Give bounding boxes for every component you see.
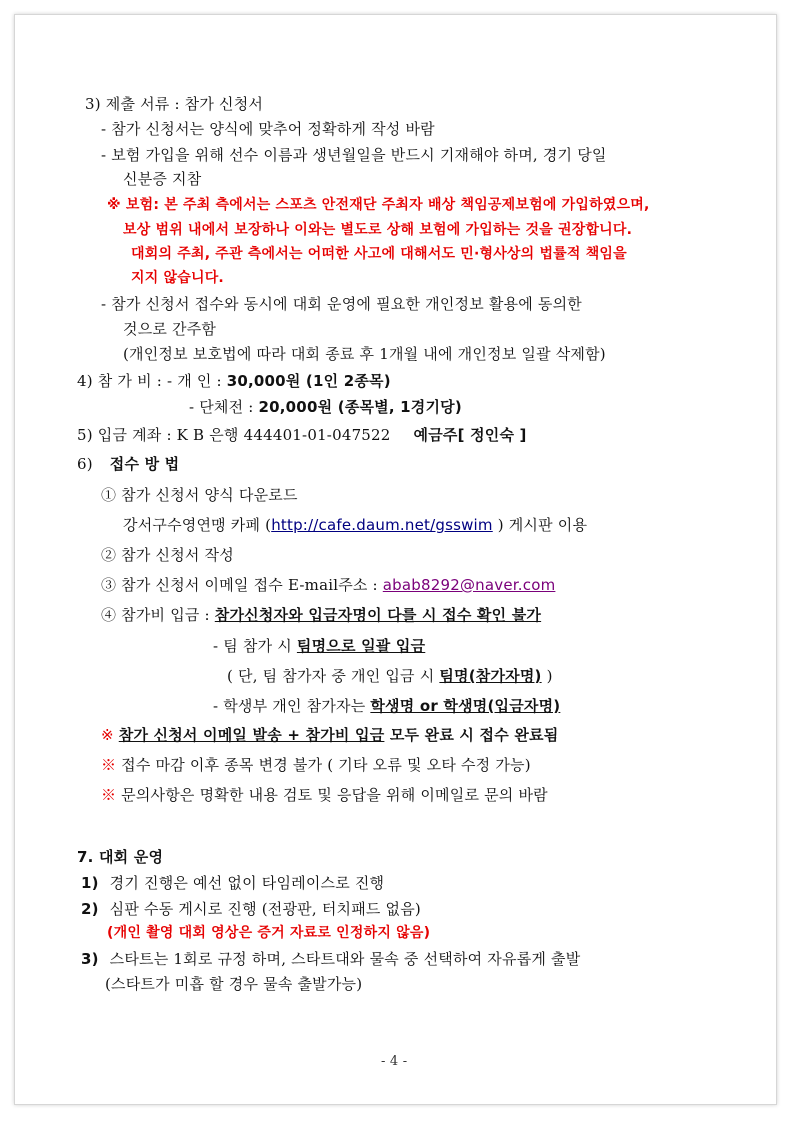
note-3 — [101, 786, 548, 804]
rule-3-note: (스타트가 미흡 할 경우 물속 출발가능) — [105, 975, 363, 993]
section-3-bullet-3: - 참가 신청서 접수와 동시에 대회 운영에 필요한 개인정보 활용에 동의한 — [101, 295, 582, 313]
individual-in-team-post: ) — [541, 667, 553, 685]
section-3-bullet-1: - 참가 신청서는 양식에 맞추어 정확하게 작성 바람 — [101, 120, 435, 138]
section-3-title: 3) 제출 서류 : 참가 신청서 — [85, 95, 264, 113]
reference-mark-icon: ※ — [101, 786, 117, 804]
rule-2 — [81, 900, 421, 918]
step-4-team-deposit — [213, 637, 425, 655]
reference-mark-icon: ※ — [101, 756, 117, 774]
privacy-note: (개인정보 보호법에 따라 대회 종료 후 1개월 내에 개인정보 일괄 삭제함) — [123, 345, 606, 363]
rule-3-number: 3) — [81, 950, 99, 968]
step-2-write: ② 참가 신청서 작성 — [101, 546, 234, 564]
rule-2-text: 심판 수동 게시로 진행 (전광판, 터치패드 없음) — [109, 900, 421, 918]
step-1-cafe — [123, 516, 587, 534]
team-deposit-pre: - 팀 참가 시 — [213, 637, 297, 655]
section-3-bullet-2: - 보험 가입을 위해 선수 이름과 생년월일을 반드시 기재해야 하며, 경기 당일 — [101, 146, 607, 164]
step-4-payment — [101, 606, 541, 624]
student-pre: - 학생부 개인 참가자는 — [213, 697, 371, 715]
individual-in-team-pre: ( 단, 팀 참가자 중 개인 입금 시 — [227, 667, 440, 685]
section-4-fee-individual — [77, 372, 391, 390]
note-1-result: 모두 완료 시 접수 완료됨 — [384, 726, 559, 744]
document-page — [14, 14, 777, 1105]
email-step-label: ③ 참가 신청서 이메일 접수 — [101, 576, 288, 594]
email-link[interactable]: abab8292@naver.com — [382, 576, 556, 594]
fee-individual-value: 30,000원 (1인 2종목) — [226, 372, 391, 390]
note-2-text: 접수 마감 이후 종목 변경 불가 ( 기타 오류 및 오타 수정 가능) — [121, 756, 531, 774]
rule-3-text: 스타트는 1회로 규정 하며, 스타트대와 물속 중 선택하여 자유롭게 출발 — [109, 950, 581, 968]
note-1 — [101, 726, 558, 744]
rule-1 — [81, 874, 384, 892]
section-3-bullet-3-cont: 것으로 간주함 — [123, 320, 217, 338]
rule-2-number: 2) — [81, 900, 99, 918]
account-info: 5) 입금 계좌 : K B 은행 444401-01-047522 — [77, 426, 391, 444]
rule-1-number: 1) — [81, 874, 99, 892]
step-4-student — [213, 697, 560, 715]
section-7-title: 7. 대회 운영 — [77, 848, 164, 866]
rule-1-text: 경기 진행은 예선 없이 타임레이스로 진행 — [109, 874, 385, 892]
section-6-title — [77, 455, 179, 473]
section-6-number: 6) — [77, 455, 93, 473]
payment-warning: 참가신청자와 입금자명이 다를 시 접수 확인 불가 — [214, 606, 542, 624]
step-4-individual-in-team — [227, 667, 553, 685]
insurance-warning-line-4: 지지 않습니다. — [131, 270, 224, 286]
note-1-condition: 참가 신청서 이메일 발송 + 참가비 입금 — [118, 726, 385, 744]
cafe-link[interactable]: http://cafe.daum.net/gsswim — [271, 516, 493, 534]
section-4-fee-team — [189, 398, 462, 416]
page-number: - 4 - — [381, 1054, 408, 1069]
section-6-heading: 접수 방 법 — [109, 455, 180, 473]
rule-2-warning: (개인 촬영 대회 영상은 증거 자료로 인정하지 않음) — [107, 925, 431, 941]
account-holder: 예금주[ 정인숙 ] — [413, 426, 527, 444]
fee-label: 4) 참 가 비 : - 개 인 : — [77, 372, 227, 390]
note-3-text: 문의사항은 명확한 내용 검토 및 응답을 위해 이메일로 문의 바람 — [121, 786, 548, 804]
fee-team-label: - 단체전 : — [189, 398, 259, 416]
rule-3 — [81, 950, 580, 968]
section-3-bullet-2-cont: 신분증 지참 — [123, 170, 202, 188]
insurance-warning-line-1: ※ 보험: 본 주최 측에서는 스포츠 안전재단 주최자 배상 책임공제보험에 가입하였으며, — [107, 197, 650, 213]
note-2 — [101, 756, 531, 774]
section-5-account — [77, 426, 527, 444]
student-rule: 학생명 or 학생명(입금자명) — [370, 697, 561, 715]
email-address-label: E-mail주소 : — [287, 576, 383, 594]
insurance-warning-line-2: 보상 범위 내에서 보장하나 이와는 별도로 상해 보험에 가입하는 것을 권장합니다. — [123, 222, 633, 238]
insurance-warning-line-3: 대회의 주최, 주관 측에서는 어떠한 사고에 대해서도 민·형사상의 법률적 책임을 — [131, 246, 627, 262]
step-3-email — [101, 576, 555, 594]
reference-mark-icon: ※ — [101, 726, 114, 744]
cafe-text-post: ) 게시판 이용 — [492, 516, 588, 534]
payment-label: ④ 참가비 입금 : — [101, 606, 215, 624]
step-1-download: ① 참가 신청서 양식 다운로드 — [101, 486, 298, 504]
individual-in-team-rule: 팀명(참가자명) — [439, 667, 542, 685]
fee-team-value: 20,000원 (종목별, 1경기당) — [258, 398, 462, 416]
cafe-text-pre: 강서구수영연맹 카페 ( — [123, 516, 272, 534]
team-deposit-rule: 팀명으로 일괄 입금 — [296, 637, 426, 655]
